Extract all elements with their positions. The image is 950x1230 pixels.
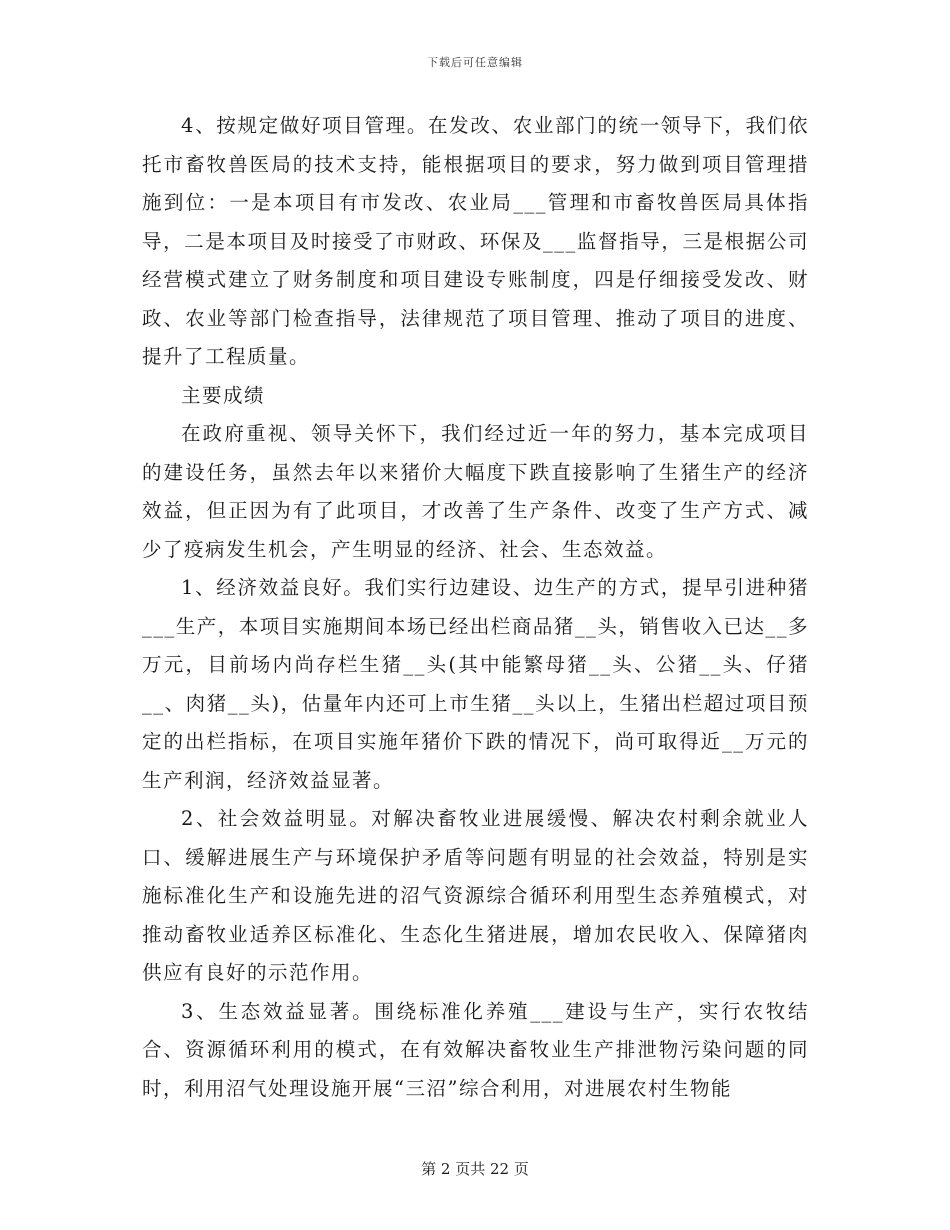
page-header: 下载后可任意编辑: [427, 56, 523, 69]
paragraph-economic-benefits: 1、经济效益良好。我们实行边建设、边生产的方式，提早引进种猪___生产，本项目实施期间本场已经出栏商品猪__头，销售收入已达__多万元，目前场内尚存栏生猪__头(其中能繁母猪__头、公猪__头、仔猪__、肉猪__头)，估量年内还可上市生猪__头以上，生猪出栏超过项目预定的出栏指标，在项目实施年猪价下跌的情况下，尚可取得近__万元的生产利润，经济效益显著。: [142, 576, 809, 792]
page-number-footer: 第 2 页共 22 页: [421, 1160, 529, 1178]
paragraph-achievements-intro: 在政府重视、领导关怀下，我们经过近一年的努力，基本完成项目的建设任务，虽然去年以来猪价大幅度下跌直接影响了生猪生产的经济效益，但正因为有了此项目，才改善了生产条件、改变了生产方式、减少了疫病发生机会，产生明显的经济、社会、生态效益。: [142, 422, 809, 561]
paragraph-project-management: 4、按规定做好项目管理。在发改、农业部门的统一领导下，我们依托市畜牧兽医局的技术支持，能根据项目的要求，努力做到项目管理措施到位：一是本项目有市发改、农业局___管理和市畜牧兽医局具体指导，二是本项目及时接受了市财政、环保及___监督指导，三是根据公司经营模式建立了财务制度和项目建设专账制度，四是仔细接受发改、财政、农业等部门检查指导，法律规范了项目管理、推动了项目的进度、提升了工程质量。: [142, 114, 809, 368]
paragraph-ecological-benefits: 3、生态效益显著。围绕标准化养殖___建设与生产，实行农牧结合、资源循环利用的模式，在有效解决畜牧业生产排泄物污染问题的同时，利用沼气处理设施开展“三沼”综合利用，对进展农村生物能: [142, 999, 809, 1100]
paragraph-social-benefits: 2、社会效益明显。对解决畜牧业进展缓慢、解决农村剩余就业人口、缓解进展生产与环境保护矛盾等问题有明显的社会效益，特别是实施标准化生产和设施先进的沼气资源综合循环利用型生态养殖模式，对推动畜牧业适养区标准化、生态化生猪进展，增加农民收入、保障猪肉供应有良好的示范作用。: [142, 807, 809, 984]
document-body: [142, 107, 809, 1108]
section-heading-main-achievements: 主要成绩: [181, 383, 266, 407]
